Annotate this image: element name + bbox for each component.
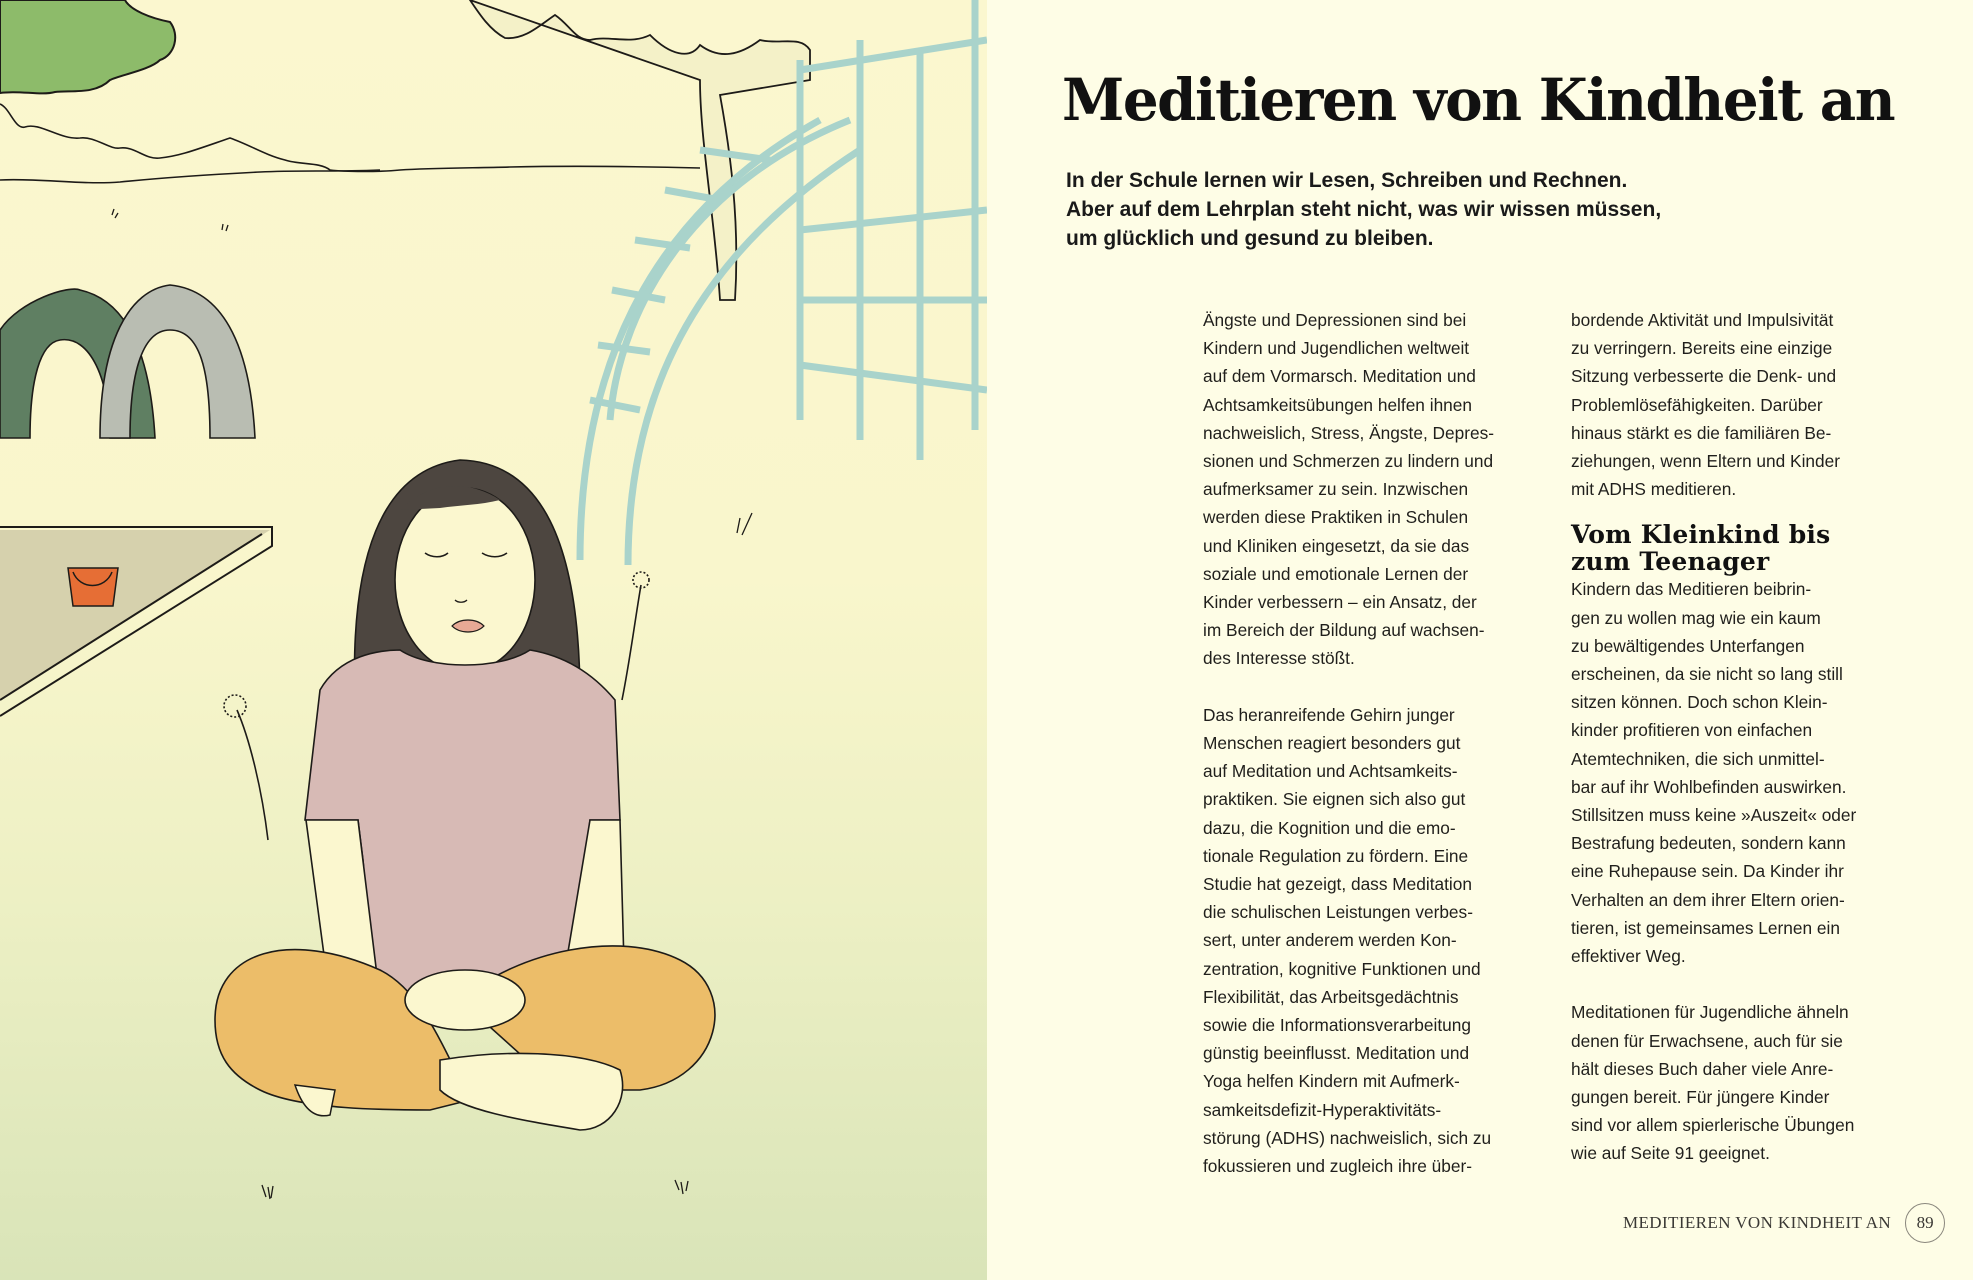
text-line: sowie die Informationsverarbeitung: [1203, 1015, 1472, 1036]
text-line: und Kliniken eingesetzt, da sie das: [1203, 535, 1470, 556]
text-line: denen für Erwachsene, auch für sie: [1571, 1030, 1843, 1051]
running-head: MEDITIEREN VON KINDHEIT AN: [1623, 1213, 1892, 1232]
text-line: Sitzung verbesserte die Denk- und: [1571, 366, 1837, 387]
page-number: 89: [1905, 1203, 1945, 1243]
text-line: samkeitsdefizit-Hyperaktivitäts-: [1203, 1099, 1442, 1120]
paragraph: [1571, 998, 1911, 1167]
intro-line: In der Schule lernen wir Lesen, Schreiben und Rechnen.: [1066, 169, 1628, 192]
text-line: Kindern das Meditieren beibrin-: [1571, 579, 1812, 600]
paragraph: [1571, 575, 1911, 970]
intro-line: um glücklich und gesund zu bleiben.: [1066, 227, 1434, 250]
text-line: auf dem Vormarsch. Meditation und: [1203, 366, 1476, 387]
page-title: Meditieren von Kindheit an: [1062, 66, 1895, 134]
text-line: Das heranreifende Gehirn junger: [1203, 704, 1455, 725]
text-line: die schulischen Leistungen verbes-: [1203, 902, 1473, 923]
paragraph: [1571, 306, 1911, 503]
text-line: eine Ruhepause sein. Da Kinder ihr: [1571, 861, 1844, 882]
subheading-line: zum Teenager: [1571, 547, 1770, 577]
hills-horizon: [0, 104, 700, 172]
girl: [215, 460, 715, 1130]
text-line: effektiver Weg.: [1571, 946, 1686, 967]
paragraph: [1203, 701, 1543, 1180]
text-line: gungen bereit. Für jüngere Kinder: [1571, 1087, 1830, 1108]
text-line: günstig beeinflusst. Meditation und: [1203, 1043, 1470, 1064]
text-line: hält dieses Buch daher viele Anre-: [1571, 1058, 1834, 1079]
text-line: kinder profitieren von einfachen: [1571, 720, 1813, 741]
text-line: erscheinen, da sie nicht so lang still: [1571, 664, 1843, 685]
text-line: sind vor allem spierlerische Übungen: [1571, 1115, 1855, 1136]
text-line: gen zu wollen mag wie ein kaum: [1571, 607, 1821, 628]
text-line: Achtsamkeitsübungen helfen ihnen: [1203, 394, 1473, 415]
text-line: im Bereich der Bildung auf wachsen-: [1203, 620, 1485, 641]
intro-line: Aber auf dem Lehrplan steht nicht, was wir wissen müssen,: [1066, 198, 1662, 221]
paragraph: [1203, 306, 1543, 673]
text-line: bar auf ihr Wohlbefinden auswirken.: [1571, 776, 1847, 797]
text-line: ziehungen, wenn Eltern und Kinder: [1571, 451, 1841, 472]
text-line: zu bewältigendes Unterfangen: [1571, 635, 1805, 656]
text-column-1: [1203, 306, 1543, 1208]
text-line: Atemtechniken, die sich unmittel-: [1571, 748, 1825, 769]
text-line: nachweislich, Stress, Ängste, Depres-: [1203, 422, 1495, 443]
text-line: störung (ADHS) nachweislich, sich zu: [1203, 1127, 1492, 1148]
text-line: dazu, die Kognition und die emo-: [1203, 817, 1456, 838]
text-line: werden diese Praktiken in Schulen: [1203, 507, 1469, 528]
text-line: auf Meditation und Achtsamkeits-: [1203, 761, 1458, 782]
sandbox: [0, 527, 272, 716]
page-footer: [1623, 1203, 1945, 1243]
tree-canopy: [0, 0, 175, 93]
text-line: sionen und Schmerzen zu lindern und: [1203, 451, 1494, 472]
text-line: hinaus stärkt es die familiären Be-: [1571, 422, 1832, 443]
text-line: sitzen können. Doch schon Klein-: [1571, 692, 1828, 713]
text-line: Flexibilität, das Arbeitsgedächtnis: [1203, 986, 1459, 1007]
text-column-2: [1571, 306, 1911, 1196]
text-line: Studie hat gezeigt, dass Meditation: [1203, 874, 1472, 895]
section-subheading: [1571, 521, 1911, 575]
tire-light: [100, 285, 255, 438]
text-line: Bestrafung bedeuten, sondern kann: [1571, 833, 1846, 854]
text-line: soziale und emotionale Lernen der: [1203, 563, 1469, 584]
text-line: bordende Aktivität und Impulsivität: [1571, 310, 1834, 330]
text-line: Meditationen für Jugendliche ähneln: [1571, 1002, 1849, 1023]
text-line: Kinder verbessern – ein Ansatz, der: [1203, 592, 1477, 613]
text-line: sert, unter anderem werden Kon-: [1203, 930, 1457, 951]
text-line: praktiken. Sie eignen sich also gut: [1203, 789, 1466, 810]
text-line: wie auf Seite 91 geeignet.: [1571, 1143, 1770, 1164]
text-line: tionale Regulation zu fördern. Eine: [1203, 845, 1469, 866]
text-line: Kindern und Jugendlichen weltweit: [1203, 338, 1470, 359]
text-line: zu verringern. Bereits eine einzige: [1571, 338, 1833, 359]
bucket-icon: [68, 568, 118, 606]
text-line: zentration, kognitive Funktionen und: [1203, 958, 1481, 979]
text-line: aufmerksamer zu sein. Inzwischen: [1203, 479, 1469, 500]
text-line: Ängste und Depressionen sind bei: [1203, 310, 1467, 330]
text-line: fokussieren und zugleich ihre über-: [1203, 1156, 1472, 1177]
text-line: Problemlösefähigkeiten. Darüber: [1571, 394, 1823, 415]
text-line: tieren, ist gemeinsames Lernen ein: [1571, 917, 1840, 938]
text-page: [987, 0, 1973, 1280]
text-line: Stillsitzen muss keine »Auszeit« oder: [1571, 805, 1857, 826]
intro-lead: [1066, 166, 1766, 253]
text-line: des Interesse stößt.: [1203, 648, 1355, 669]
text-line: mit ADHS meditieren.: [1571, 479, 1737, 500]
background-tree: [470, 0, 810, 300]
text-line: Verhalten an dem ihrer Eltern orien-: [1571, 889, 1845, 910]
text-line: Yoga helfen Kindern mit Aufmerk-: [1203, 1071, 1460, 1092]
subheading-line: Vom Kleinkind bis: [1571, 520, 1831, 550]
text-line: Menschen reagiert besonders gut: [1203, 733, 1461, 754]
